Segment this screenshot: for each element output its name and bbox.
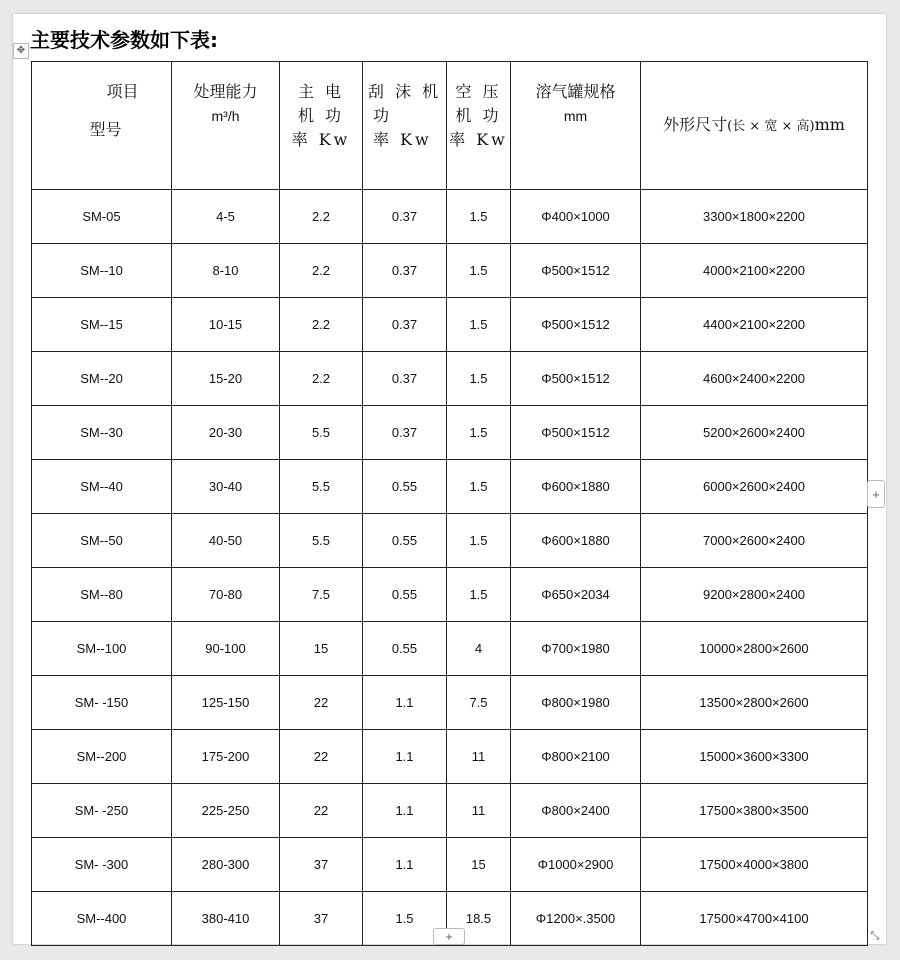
cell-capacity: 175-200 — [172, 730, 280, 784]
header-capacity-label: 处理能力 — [193, 82, 258, 101]
cell-main: 2.2 — [280, 244, 363, 298]
cell-tank: Φ400×1000 — [511, 190, 641, 244]
header-main-motor — [280, 62, 363, 190]
cell-capacity: 15-20 — [172, 352, 280, 406]
table-move-icon[interactable]: ✥ — [13, 43, 29, 59]
header-scraper — [363, 62, 447, 190]
cell-capacity: 380-410 — [172, 892, 280, 946]
cell-scraper: 0.37 — [363, 244, 447, 298]
table-row — [32, 190, 868, 244]
cell-dims: 9200×2800×2400 — [641, 568, 868, 622]
cell-capacity: 70-80 — [172, 568, 280, 622]
header-tank-label: 溶气罐规格 — [535, 82, 616, 101]
table-row — [32, 730, 868, 784]
cell-model: SM- -300 — [32, 838, 172, 892]
cell-main: 37 — [280, 838, 363, 892]
table-row — [32, 676, 868, 730]
cell-capacity: 40-50 — [172, 514, 280, 568]
table-header-row — [32, 62, 868, 190]
cell-dims: 10000×2800×2600 — [641, 622, 868, 676]
table-row — [32, 622, 868, 676]
header-tank — [511, 62, 641, 190]
cell-tank: Φ800×1980 — [511, 676, 641, 730]
cell-tank: Φ1200×.3500 — [511, 892, 641, 946]
table-row — [32, 298, 868, 352]
cell-main: 15 — [280, 622, 363, 676]
table-row — [32, 406, 868, 460]
table-row — [32, 244, 868, 298]
cell-capacity: 10-15 — [172, 298, 280, 352]
cell-main: 37 — [280, 892, 363, 946]
cell-capacity: 8-10 — [172, 244, 280, 298]
cell-main: 5.5 — [280, 406, 363, 460]
cell-scraper: 1.1 — [363, 730, 447, 784]
cell-scraper: 1.1 — [363, 676, 447, 730]
header-compressor-line: 空 压 — [455, 82, 502, 101]
cell-scraper: 0.55 — [363, 460, 447, 514]
cell-air: 1.5 — [447, 514, 511, 568]
cell-air: 1.5 — [447, 298, 511, 352]
header-compressor-line: 机 功 — [455, 106, 502, 125]
cell-tank: Φ700×1980 — [511, 622, 641, 676]
cell-main: 5.5 — [280, 514, 363, 568]
cell-scraper: 0.55 — [363, 514, 447, 568]
cell-main: 2.2 — [280, 298, 363, 352]
cell-air: 4 — [447, 622, 511, 676]
cell-scraper: 0.37 — [363, 190, 447, 244]
cell-dims: 15000×3600×3300 — [641, 730, 868, 784]
cell-dims: 4400×2100×2200 — [641, 298, 868, 352]
cell-dims: 4600×2400×2200 — [641, 352, 868, 406]
cell-scraper: 1.5 — [363, 892, 447, 946]
table-resize-icon[interactable]: ⤡ — [870, 929, 880, 942]
spec-table — [31, 61, 868, 946]
cell-dims: 7000×2600×2400 — [641, 514, 868, 568]
header-item-label: 项目 — [106, 82, 139, 101]
cell-air: 11 — [447, 730, 511, 784]
cell-dims: 17500×4000×3800 — [641, 838, 868, 892]
cell-model: SM- -150 — [32, 676, 172, 730]
add-column-plus-icon[interactable]: + — [867, 480, 885, 508]
header-main-motor-line: 主 电 — [297, 82, 345, 101]
cell-main: 2.2 — [280, 190, 363, 244]
cell-model: SM--80 — [32, 568, 172, 622]
table-row — [32, 460, 868, 514]
cell-air: 1.5 — [447, 190, 511, 244]
cell-air: 7.5 — [447, 676, 511, 730]
cell-capacity: 125-150 — [172, 676, 280, 730]
cell-dims: 6000×2600×2400 — [641, 460, 868, 514]
cell-scraper: 0.55 — [363, 568, 447, 622]
add-row-plus-icon[interactable]: + — [433, 928, 465, 945]
cell-model: SM--40 — [32, 460, 172, 514]
cell-air: 1.5 — [447, 568, 511, 622]
header-item-model — [32, 62, 172, 190]
cell-main: 22 — [280, 676, 363, 730]
cell-tank: Φ500×1512 — [511, 244, 641, 298]
cell-dims: 13500×2800×2600 — [641, 676, 868, 730]
cell-model: SM--15 — [32, 298, 172, 352]
cell-dims: 17500×3800×3500 — [641, 784, 868, 838]
header-compressor — [447, 62, 511, 190]
cell-main: 7.5 — [280, 568, 363, 622]
cell-scraper: 1.1 — [363, 838, 447, 892]
cell-air: 18.5 — [447, 892, 511, 946]
cell-model: SM--200 — [32, 730, 172, 784]
cell-dims: 5200×2600×2400 — [641, 406, 868, 460]
table-row — [32, 352, 868, 406]
cell-main: 22 — [280, 730, 363, 784]
cell-model: SM--400 — [32, 892, 172, 946]
cell-capacity: 20-30 — [172, 406, 280, 460]
table-row — [32, 568, 868, 622]
header-scraper-line: 功 — [373, 106, 393, 125]
header-tank-unit: mm — [563, 108, 588, 124]
cell-tank: Φ500×1512 — [511, 406, 641, 460]
cell-capacity: 280-300 — [172, 838, 280, 892]
header-capacity-unit: m³/h — [211, 108, 240, 124]
cell-capacity: 225-250 — [172, 784, 280, 838]
cell-tank: Φ600×1880 — [511, 460, 641, 514]
cell-tank: Φ600×1880 — [511, 514, 641, 568]
cell-model: SM--10 — [32, 244, 172, 298]
header-scraper-line: 率 Kw — [373, 130, 432, 149]
cell-scraper: 1.1 — [363, 784, 447, 838]
header-main-motor-line: 机 功 — [297, 106, 345, 125]
cell-scraper: 0.37 — [363, 298, 447, 352]
cell-scraper: 0.37 — [363, 352, 447, 406]
cell-main: 2.2 — [280, 352, 363, 406]
cell-model: SM--100 — [32, 622, 172, 676]
cell-dims: 17500×4700×4100 — [641, 892, 868, 946]
cell-scraper: 0.55 — [363, 622, 447, 676]
cell-capacity: 30-40 — [172, 460, 280, 514]
cell-tank: Φ500×1512 — [511, 298, 641, 352]
header-compressor-line: 率 Kw — [449, 130, 508, 149]
cell-capacity: 4-5 — [172, 190, 280, 244]
table-row — [32, 784, 868, 838]
cell-scraper: 0.37 — [363, 406, 447, 460]
cell-capacity: 90-100 — [172, 622, 280, 676]
cell-dims: 3300×1800×2200 — [641, 190, 868, 244]
table-row — [32, 514, 868, 568]
cell-model: SM--50 — [32, 514, 172, 568]
cell-model: SM--30 — [32, 406, 172, 460]
cell-air: 1.5 — [447, 406, 511, 460]
cell-tank: Φ650×2034 — [511, 568, 641, 622]
header-scraper-line: 刮 沫 机 — [367, 82, 442, 101]
cell-main: 22 — [280, 784, 363, 838]
cell-tank: Φ500×1512 — [511, 352, 641, 406]
cell-air: 1.5 — [447, 244, 511, 298]
header-dim-unit: mm — [814, 114, 845, 134]
table-row — [32, 838, 868, 892]
cell-air: 1.5 — [447, 352, 511, 406]
cell-air: 1.5 — [447, 460, 511, 514]
header-main-motor-line: 率 Kw — [291, 130, 351, 149]
header-model-label: 型号 — [89, 120, 122, 139]
cell-main: 5.5 — [280, 460, 363, 514]
cell-tank: Φ800×2100 — [511, 730, 641, 784]
cell-tank: Φ800×2400 — [511, 784, 641, 838]
cell-model: SM-05 — [32, 190, 172, 244]
cell-model: SM- -250 — [32, 784, 172, 838]
document-heading: 主要技术参数如下表: — [30, 28, 218, 52]
header-dim-label: 外形尺寸 — [663, 114, 728, 134]
header-capacity — [172, 62, 280, 190]
cell-dims: 4000×2100×2200 — [641, 244, 868, 298]
header-dimensions — [641, 62, 868, 190]
cell-air: 11 — [447, 784, 511, 838]
header-dim-paren: (长 × 宽 × 高) — [727, 118, 815, 134]
cell-model: SM--20 — [32, 352, 172, 406]
cell-tank: Φ1000×2900 — [511, 838, 641, 892]
cell-air: 15 — [447, 838, 511, 892]
